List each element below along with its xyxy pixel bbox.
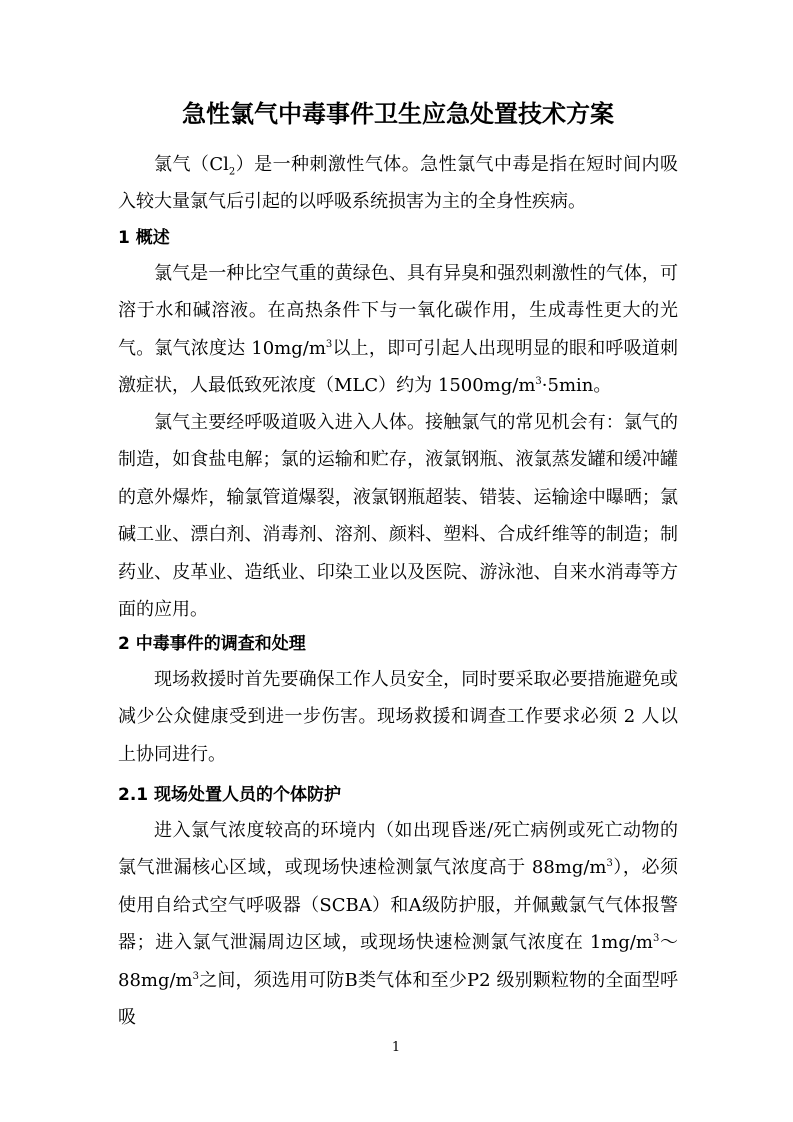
s1p1-text-a: 氯气是一种比空气重的黄绿色、具有异臭和强烈刺激性的气体，可溶于水和碱溶液。在高热条件下与一氧化碳作用，生成毒性更大的光气。氯气浓度达 10mg/m <box>118 263 678 359</box>
s1p1-text-c: ·5min。 <box>541 375 612 397</box>
s21p1-text-a: 进入氯气浓度较高的环境内（如出现昏迷/死亡病例或死亡动物的氯气泄漏核心区域，或现场快速检测氯气浓度高于 88mg/m <box>118 820 678 879</box>
page-number: 1 <box>391 1040 401 1055</box>
section-2-paragraph-1: 现场救援时首先要确保工作人员安全，同时要采取必要措施避免或减少公众健康受到进一步伤害。现场救援和调查工作要求必须 2 人以上协同进行。 <box>118 669 678 765</box>
s21p1-text-b: ），必须使用自给式空气呼吸器（SCBA）和A级防护服，并佩戴氯气气体报警器；进入氯气泄漏周边区域，或现场快速检测氯气浓度在 1mg/m <box>118 857 678 954</box>
s21p1-text-d: 之间，须选用可防B类气体和至少P2 级别颗粒物的全面型呼吸 <box>118 969 678 1029</box>
s21p1-sup-3: 3 <box>192 970 200 982</box>
s1p1-text-b: 以上，即可引起人出现明显的眼和呼吸道刺激症状，人最低致死浓度（MLC）约为 1500mg/m <box>118 337 679 397</box>
s21p1-text-c: ～88mg/m <box>118 932 678 991</box>
document-title: 急性氯气中毒事件卫生应急处置技术方案 <box>182 100 614 128</box>
intro-paragraph <box>118 146 678 221</box>
s21p1-sup-1: 3 <box>606 858 613 870</box>
s21p1-sup-2: 3 <box>653 933 660 945</box>
s1p1-sup-1: 3 <box>325 338 333 350</box>
chlorine-subscript: 2 <box>228 166 236 178</box>
intro-text-b: ）是一种刺激性气体。急性氯气中毒是指在短时间内吸入较大量氯气后引起的以呼吸系统损害为主的全身性疾病。 <box>118 154 678 213</box>
intro-text-a: 氯气（Cl <box>154 154 229 175</box>
section-2-1-heading: 2.1 现场处置人员的个体防护 <box>118 785 342 805</box>
section-1-heading: 1 概述 <box>118 228 170 248</box>
section-1-paragraph-2: 氯气主要经呼吸道吸入进入人体。接触氯气的常见机会有：氯气的制造，如食盐电解；氯的运输和贮存，液氯钢瓶、液氯蒸发罐和缓冲罐的意外爆炸，输氯管道爆裂，液氯钢瓶超装、错装、运输途中曝晒；氯碱工业、漂白剂、消毒剂、溶剂、颜料、塑料、合成纤维等的制造；制药业、皮革业、造纸业、印染工业以及医院、游泳池、自来水消毒等方面的应用。 <box>118 412 678 621</box>
section-1-paragraph-1 <box>118 255 678 405</box>
section-2-1-paragraph-1 <box>118 812 678 1036</box>
s1p1-sup-2: 3 <box>535 376 542 388</box>
section-2-heading: 2 中毒事件的调查和处理 <box>118 634 306 654</box>
